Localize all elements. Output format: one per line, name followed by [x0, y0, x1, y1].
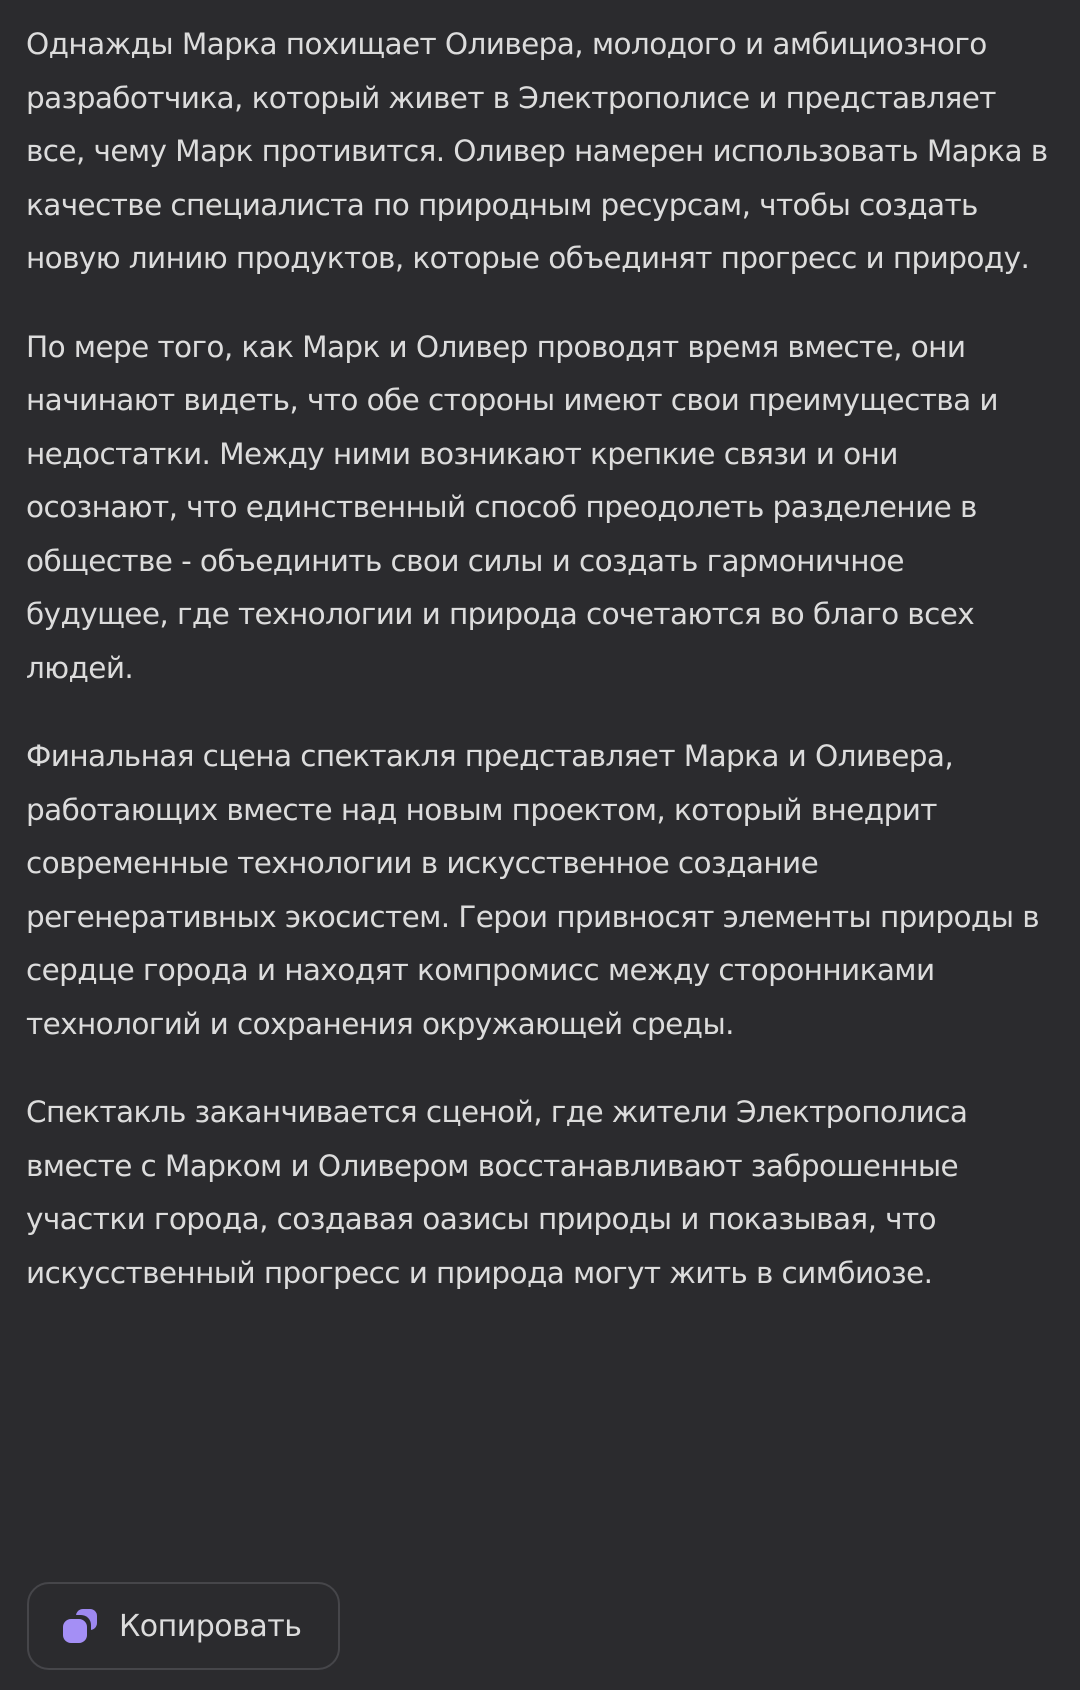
copy-button[interactable]: [27, 1582, 340, 1670]
copy-icon: [63, 1609, 99, 1643]
copy-icon-front-square: [63, 1619, 87, 1643]
message-paragraph: Однажды Марка похищает Оливера, молодого и амбициозного разработчика, который живет в Электрополисе и представляет все, чему Марк противится. Оливер намерен использовать Марка в качестве специалиста по природным ресурсам, чтобы создать новую линию продуктов, которые объединят прогресс и природу.: [26, 27, 1048, 275]
message-paragraph: По мере того, как Марк и Оливер проводят время вместе, они начинают видеть, что обе стороны имеют свои преимущества и недостатки. Между ними возникают крепкие связи и они осознают, что единственный способ преодолеть разделение в обществе - объединить свои силы и создать гармоничное будущее, где технологии и природа сочетаются во благо всех людей.: [26, 329, 998, 685]
message-paragraph: Спектакль заканчивается сценой, где жители Электрополиса вместе с Марком и Оливером восстанавливают заброшенные участки города, создавая оазисы природы и показывая, что искусственный прогресс и природа могут жить в симбиозе.: [26, 1095, 968, 1290]
message-paragraph: Финальная сцена спектакля представляет Марка и Оливера, работающих вместе над новым проектом, который внедрит современные технологии в искусственное создание регенеративных экосистем. Герои привносят элементы природы в сердце города и находят компромисс между сторонниками технологий и сохранения окружающей среды.: [26, 739, 1039, 1041]
copy-button-label: Копировать: [119, 1608, 302, 1644]
